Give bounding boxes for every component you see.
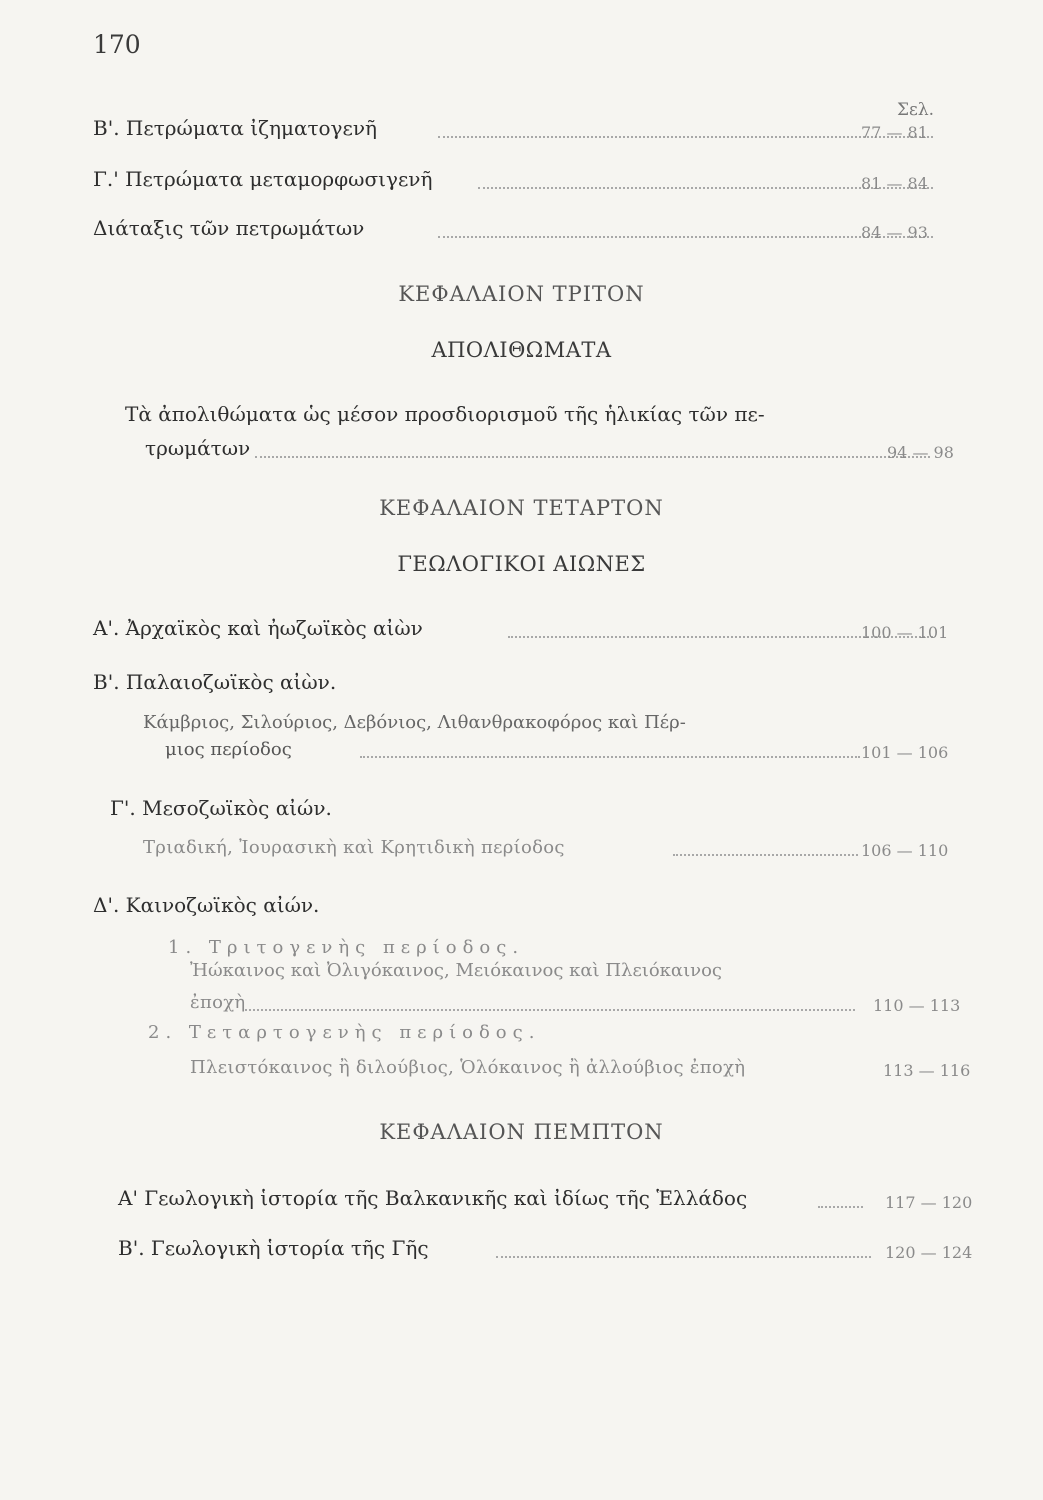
page-column-header: Σελ.: [897, 100, 935, 120]
toc-entry: [93, 163, 973, 195]
page-range: 77 — 81: [861, 123, 928, 142]
page-range: 117 — 120: [885, 1193, 973, 1212]
chapter-heading: ΚΕΦΑΛΑΙΟΝ ΤΕΤΑΡΤΟΝ: [379, 496, 664, 520]
toc-entry: [190, 1050, 975, 1082]
page-range: 113 — 116: [883, 1061, 971, 1080]
toc-entry: [143, 830, 973, 862]
chapter-heading: ΚΕΦΑΛΑΙΟΝ ΤΡΙΤΟΝ: [398, 282, 645, 306]
page-range: 84 — 93: [861, 223, 928, 242]
toc-entry-label: μιος περίοδος: [165, 739, 292, 760]
page-range: 106 — 110: [861, 841, 949, 860]
page-range: 110 — 113: [873, 996, 961, 1015]
chapter-heading: ΚΕΦΑΛΑΙΟΝ ΠΕΜΠΤΟΝ: [379, 1120, 664, 1144]
toc-entry: [93, 212, 973, 244]
toc-entry-label: Γ.' Πετρώματα μεταμορφωσιγενῆ: [93, 167, 433, 191]
leader-dots: [360, 756, 860, 758]
page-range: 100 — 101: [861, 623, 949, 642]
leader-dots: [245, 1009, 855, 1011]
leader-dots: [818, 1206, 863, 1208]
toc-entry: [118, 1182, 978, 1214]
page-range: 94 — 98: [887, 443, 954, 462]
toc-entry-label: Διάταξις τῶν πετρωμάτων: [93, 216, 365, 240]
leader-dots: [438, 136, 933, 138]
toc-entry-label: ἐποχὴ: [190, 992, 246, 1013]
toc-entry: [93, 612, 973, 644]
toc-entry: [118, 1232, 978, 1264]
chapter-title: ΓΕΩΛΟΓΙΚΟΙ ΑΙΩΝΕΣ: [397, 552, 646, 576]
toc-entry-line: Κάμβριος, Σιλούριος, Δεβόνιος, Λιθανθρακοφόρος καὶ Πέρ-: [143, 712, 686, 733]
toc-entry: [165, 732, 975, 764]
toc-subsection-heading: 1. Τριτογενὴς περίοδος.: [168, 937, 525, 958]
toc-entry: [190, 985, 975, 1017]
leader-dots: [255, 456, 930, 458]
toc-entry: [93, 112, 973, 144]
toc-entry-label: Β'. Γεωλογικὴ ἱστορία τῆς Γῆς: [118, 1236, 429, 1260]
toc-section-heading: Δ'. Καινοζωϊκὸς αἰών.: [93, 893, 320, 917]
page-range: 101 — 106: [861, 743, 949, 762]
toc-subsection-heading: 2. Τεταρτογενὴς περίοδος.: [148, 1022, 541, 1043]
toc-entry-label: Α'. Ἀρχαϊκὸς καὶ ἠωζωϊκὸς αἰὼν: [93, 616, 423, 640]
toc-entry-line: Τὰ ἀπολιθώματα ὡς μέσον προσδιορισμοῦ τῆς ἡλικίας τῶν πε-: [125, 402, 765, 426]
toc-section-heading: Β'. Παλαιοζωϊκὸς αἰὼν.: [93, 670, 337, 694]
leader-dots: [673, 854, 858, 856]
toc-entry-label: Β'. Πετρώματα ἰζηματογενῆ: [93, 116, 378, 140]
toc-section-heading: Γ'. Μεσοζωϊκὸς αἰών.: [110, 796, 332, 820]
toc-entry-label: Πλειστόκαινος ἢ διλούβιος, Ὁλόκαινος ἢ ἀλλούβιος ἐποχὴ: [190, 1057, 746, 1078]
toc-entry-label: τρωμάτων: [145, 436, 251, 460]
page-range: 81 — 84: [861, 174, 928, 193]
toc-entry-line: Ἠώκαινος καὶ Ὀλιγόκαινος, Μειόκαινος καὶ Πλειόκαινος: [190, 960, 722, 981]
toc-entry-label: Τριαδική, Ἰουρασικὴ καὶ Κρητιδικὴ περίοδος: [143, 837, 565, 858]
leader-dots: [496, 1256, 871, 1258]
page-range: 120 — 124: [885, 1243, 973, 1262]
toc-entry-label: Α' Γεωλογικὴ ἱστορία τῆς Βαλκανικῆς καὶ ἰδίως τῆς Ἑλλάδος: [118, 1186, 748, 1210]
leader-dots: [438, 236, 933, 238]
toc-entry: [145, 432, 975, 464]
chapter-title: ΑΠΟΛΙΘΩΜΑΤΑ: [431, 338, 612, 362]
page-number: 170: [93, 30, 141, 59]
